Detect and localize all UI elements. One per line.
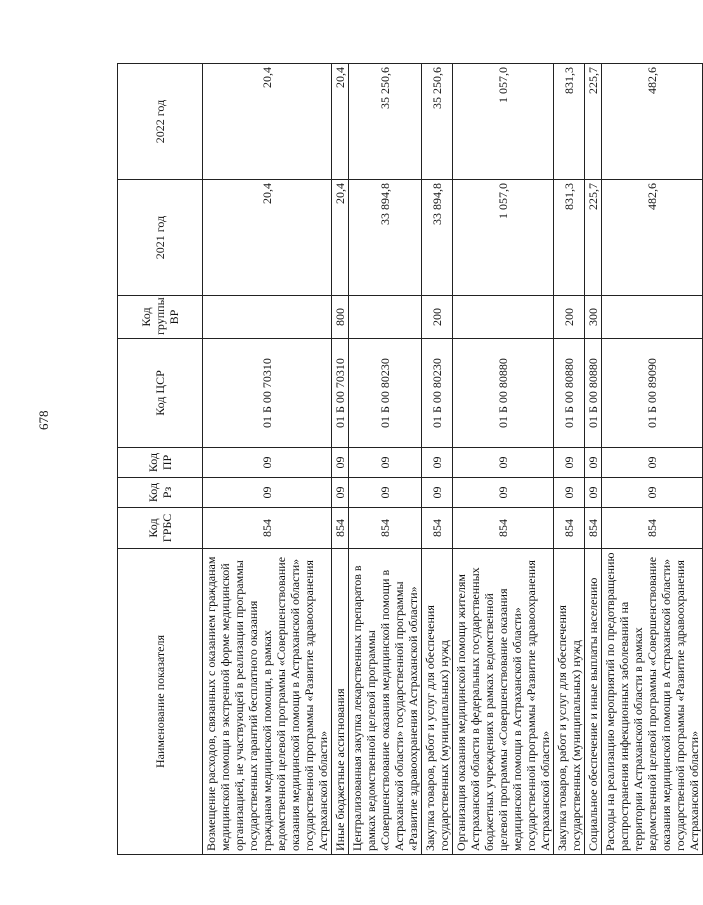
cell-vr <box>203 296 332 339</box>
table-row <box>332 64 349 855</box>
table-header-row <box>118 64 203 855</box>
cell-2022: 831,3 <box>554 64 585 180</box>
cell-pr: 09 <box>585 448 602 478</box>
cell-pr: 09 <box>554 448 585 478</box>
cell-csr: 01 Б 00 70310 <box>332 339 349 448</box>
cell-name: Закупка товаров, работ и услуг для обеспечения государственных (муниципальных) нужд <box>554 549 585 855</box>
cell-csr: 01 Б 00 80230 <box>349 339 422 448</box>
table-row <box>453 64 554 855</box>
cell-vr: 200 <box>554 296 585 339</box>
table-row <box>422 64 453 855</box>
cell-grbs: 854 <box>332 508 349 549</box>
cell-rz: 09 <box>585 478 602 508</box>
cell-vr: 300 <box>585 296 602 339</box>
cell-pr: 09 <box>422 448 453 478</box>
cell-2021: 831,3 <box>554 180 585 296</box>
cell-grbs: 854 <box>422 508 453 549</box>
cell-name: Социальное обеспечение и иные выплаты населению <box>585 549 602 855</box>
table-row <box>203 64 332 855</box>
table-row <box>349 64 422 855</box>
cell-pr: 09 <box>349 448 422 478</box>
header-2022: 2022 год <box>118 64 203 180</box>
cell-2021: 1 057,0 <box>453 180 554 296</box>
cell-2022: 482,6 <box>602 64 703 180</box>
cell-name: Централизованная закупка лекарственных препаратов в рамках ведомственной целевой программы «Совершенствование оказания медицинской помощи в Астраханской области» государственной программы «Развитие здравоохранения Астраханской области» <box>349 549 422 855</box>
cell-csr: 01 Б 00 80880 <box>554 339 585 448</box>
cell-2021: 482,6 <box>602 180 703 296</box>
cell-rz: 09 <box>602 478 703 508</box>
header-grbs: Код ГРБС <box>118 508 203 549</box>
cell-name: Возмещение расходов, связанных с оказанием гражданам медицинской помощи в экстренной форме медицинской организацией, не участвующей в реализации программы государственных гарантий бесплатного оказания гражданам медицинской помощи, в рамках ведомственной целевой программы «Совершенствование оказания медицинской помощи в Астраханской области» государственной программы «Развитие здравоохранения Астраханской области» <box>203 549 332 855</box>
cell-2021: 20,4 <box>203 180 332 296</box>
table-row <box>602 64 703 855</box>
table-row <box>585 64 602 855</box>
cell-2022: 35 250,6 <box>422 64 453 180</box>
header-rz: Код Рз <box>118 478 203 508</box>
table-row <box>554 64 585 855</box>
cell-grbs: 854 <box>203 508 332 549</box>
cell-grbs: 854 <box>554 508 585 549</box>
page-number: 678 <box>36 410 51 430</box>
cell-name: Иные бюджетные ассигнования <box>332 549 349 855</box>
cell-2021: 33 894,8 <box>422 180 453 296</box>
header-2021: 2021 год <box>118 180 203 296</box>
cell-2022: 20,4 <box>203 64 332 180</box>
cell-pr: 09 <box>602 448 703 478</box>
cell-vr <box>602 296 703 339</box>
budget-table <box>117 63 703 855</box>
header-name: Наименование показателя <box>118 549 203 855</box>
cell-rz: 09 <box>203 478 332 508</box>
cell-rz: 09 <box>422 478 453 508</box>
cell-vr: 200 <box>422 296 453 339</box>
cell-2021: 20,4 <box>332 180 349 296</box>
cell-rz: 09 <box>453 478 554 508</box>
cell-csr: 01 Б 00 80880 <box>585 339 602 448</box>
cell-2022: 1 057,0 <box>453 64 554 180</box>
cell-name: Организация оказания медицинской помощи жителям Астраханской области в федеральных государственных бюджетных учреждениях в рамках ведомственной целевой программы «Совершенствование оказания медицинской помощи в Астраханской области» государственной программы «Развитие здравоохранения Астраханской области» <box>453 549 554 855</box>
header-vr: Код группы ВР <box>118 296 203 339</box>
cell-csr: 01 Б 00 89090 <box>602 339 703 448</box>
cell-vr: 800 <box>332 296 349 339</box>
header-pr: Код ПР <box>118 448 203 478</box>
cell-csr: 01 Б 00 80880 <box>453 339 554 448</box>
cell-vr <box>453 296 554 339</box>
rotated-table-wrapper <box>117 64 701 855</box>
cell-2022: 225,7 <box>585 64 602 180</box>
cell-2021: 225,7 <box>585 180 602 296</box>
cell-grbs: 854 <box>453 508 554 549</box>
cell-pr: 09 <box>453 448 554 478</box>
cell-csr: 01 Б 00 80230 <box>422 339 453 448</box>
cell-rz: 09 <box>349 478 422 508</box>
header-csr: Код ЦСР <box>118 339 203 448</box>
cell-pr: 09 <box>203 448 332 478</box>
cell-vr <box>349 296 422 339</box>
cell-grbs: 854 <box>602 508 703 549</box>
cell-name: Расходы на реализацию мероприятий по предотвращению распространения инфекционных заболеваний на территории Астраханской области в рамках ведомственной целевой программы «Совершенствование оказания медицинской помощи в Астраханской области» государственной программы «Развитие здравоохранения Астраханской области» <box>602 549 703 855</box>
cell-grbs: 854 <box>349 508 422 549</box>
cell-pr: 09 <box>332 448 349 478</box>
cell-2021: 33 894,8 <box>349 180 422 296</box>
cell-2022: 20,4 <box>332 64 349 180</box>
cell-rz: 09 <box>332 478 349 508</box>
cell-grbs: 854 <box>585 508 602 549</box>
cell-csr: 01 Б 00 70310 <box>203 339 332 448</box>
cell-rz: 09 <box>554 478 585 508</box>
cell-2022: 35 250,6 <box>349 64 422 180</box>
cell-name: Закупка товаров, работ и услуг для обеспечения государственных (муниципальных) нужд <box>422 549 453 855</box>
